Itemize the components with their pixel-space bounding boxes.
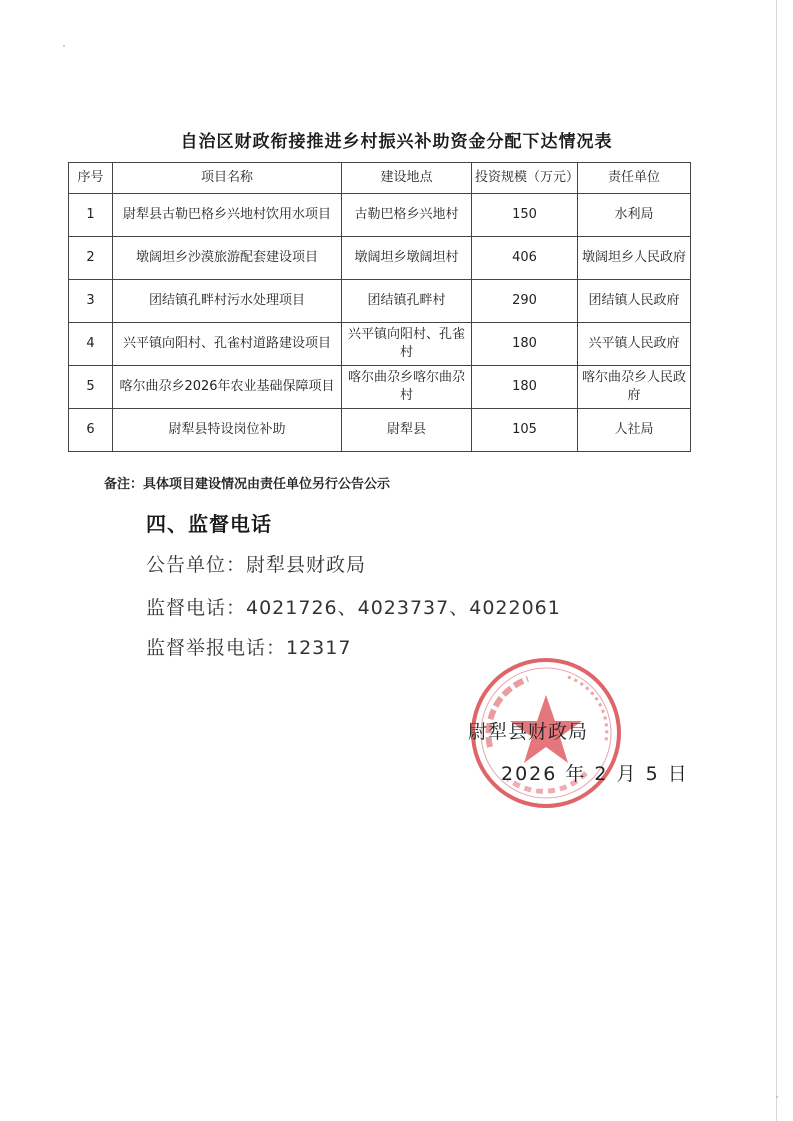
scan-edge-line [776, 0, 777, 1121]
project-location: 尉犁县 [342, 409, 472, 452]
row-index: 4 [69, 323, 113, 366]
row-index: 1 [69, 194, 113, 237]
table-header-row [69, 163, 691, 194]
investment-amount: 180 [472, 366, 578, 409]
responsible-unit: 人社局 [578, 409, 691, 452]
header-cell: 序号 [69, 163, 113, 194]
row-index: 6 [69, 409, 113, 452]
scan-speck [776, 1096, 778, 1098]
responsible-unit: 喀尔曲尕乡人民政府 [578, 366, 691, 409]
project-location: 喀尔曲尕乡喀尔曲尕村 [342, 366, 472, 409]
signature-date: 2026 年 2 月 5 日 [501, 763, 689, 785]
table-row [69, 323, 691, 366]
project-name: 团结镇孔畔村污水处理项目 [113, 280, 342, 323]
table-row [69, 409, 691, 452]
supervision-phone: 监督电话：4021726、4023737、4022061 [146, 597, 561, 619]
row-index: 3 [69, 280, 113, 323]
project-location: 兴平镇向阳村、孔雀村 [342, 323, 472, 366]
project-name: 兴平镇向阳村、孔雀村道路建设项目 [113, 323, 342, 366]
investment-amount: 406 [472, 237, 578, 280]
project-location: 团结镇孔畔村 [342, 280, 472, 323]
header-cell: 责任单位 [578, 163, 691, 194]
scan-speck [63, 45, 65, 47]
table-note: 备注：具体项目建设情况由责任单位另行公告公示 [104, 477, 391, 492]
responsible-unit: 墩阔坦乡人民政府 [578, 237, 691, 280]
header-cell: 建设地点 [342, 163, 472, 194]
header-cell: 项目名称 [113, 163, 342, 194]
project-name: 喀尔曲尕乡2026年农业基础保障项目 [113, 366, 342, 409]
responsible-unit: 团结镇人民政府 [578, 280, 691, 323]
signature-org: 尉犁县财政局 [468, 721, 589, 743]
row-index: 5 [69, 366, 113, 409]
project-location: 古勒巴格乡兴地村 [342, 194, 472, 237]
project-location: 墩阔坦乡墩阔坦村 [342, 237, 472, 280]
investment-amount: 180 [472, 323, 578, 366]
header-cell: 投资规模（万元） [472, 163, 578, 194]
table-title: 自治区财政衔接推进乡村振兴补助资金分配下达情况表 [180, 132, 613, 152]
allocation-table [68, 162, 691, 452]
project-name: 尉犁县古勒巴格乡兴地村饮用水项目 [113, 194, 342, 237]
table-row [69, 237, 691, 280]
report-phone: 监督举报电话：12317 [146, 637, 352, 659]
responsible-unit: 水利局 [578, 194, 691, 237]
project-name: 尉犁县特设岗位补助 [113, 409, 342, 452]
investment-amount: 290 [472, 280, 578, 323]
table-row [69, 280, 691, 323]
row-index: 2 [69, 237, 113, 280]
table-row [69, 194, 691, 237]
project-name: 墩阔坦乡沙漠旅游配套建设项目 [113, 237, 342, 280]
table-row [69, 366, 691, 409]
investment-amount: 150 [472, 194, 578, 237]
responsible-unit: 兴平镇人民政府 [578, 323, 691, 366]
investment-amount: 105 [472, 409, 578, 452]
section-heading: 四、监督电话 [146, 512, 272, 536]
announcing-unit: 公告单位：尉犁县财政局 [146, 554, 367, 576]
